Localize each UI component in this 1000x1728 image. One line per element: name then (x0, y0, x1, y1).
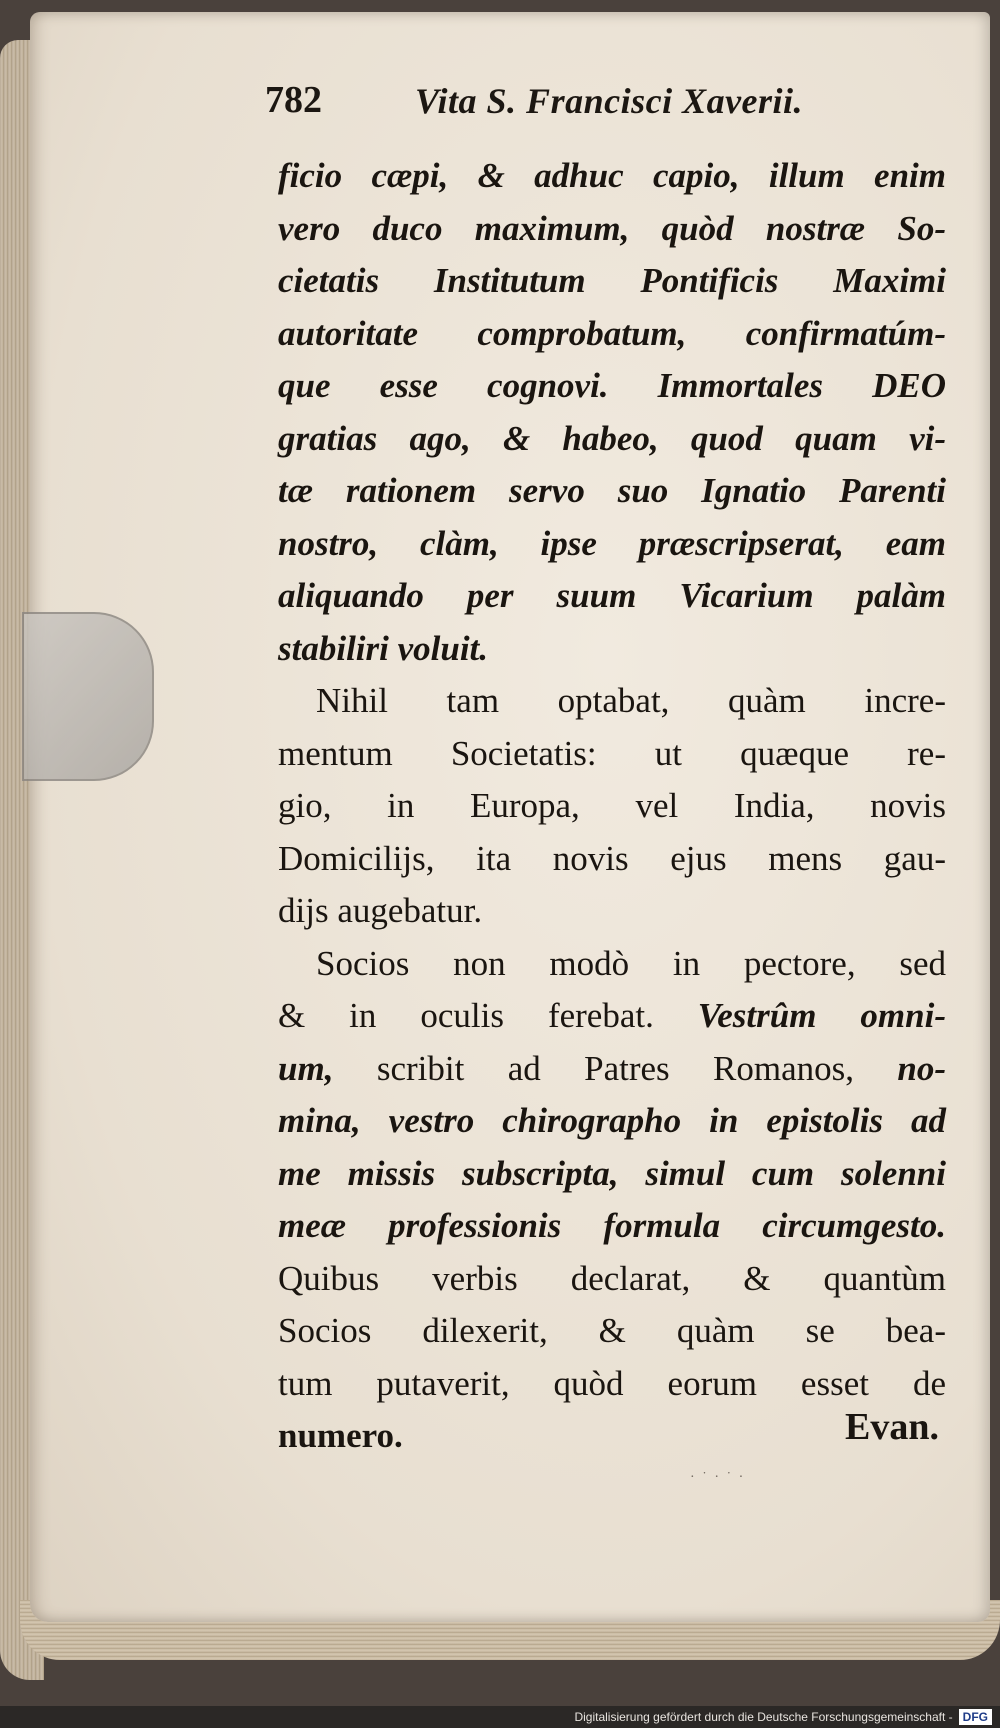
text-line: numero. (278, 1416, 403, 1455)
text-segment: no- (897, 1048, 947, 1088)
text-line: Socios non modò in pectore, sed (316, 943, 946, 983)
text-segment: & in oculis ferebat. (278, 996, 654, 1035)
text-line: autoritate comprobatum, confirmatúm- (278, 313, 946, 353)
text-line: mentum Societatis: ut quæque re- (278, 733, 946, 773)
text-segment: um, (278, 1048, 334, 1088)
text-line: que esse cognovi. Immortales DEO (278, 366, 946, 405)
text-line: gratias ago, & habeo, quod quam vi- (278, 418, 946, 458)
ink-specks: · ˙ · ˙ · (690, 1470, 746, 1485)
text-line: tæ rationem servo suo Ignatio Parenti (278, 471, 946, 510)
text-line: Socios dilexerit, & quàm se bea- (278, 1311, 946, 1350)
text-line: Domicilijs, ita novis ejus mens gau- (278, 838, 946, 878)
text-line: nostro, clàm, ipse præscripserat, eam (278, 523, 946, 563)
text-line: vero duco maximum, quòd nostræ So- (278, 208, 946, 248)
text-line: cietatis Institutum Pontificis Maximi (278, 261, 946, 300)
page-number: 782 (265, 79, 322, 121)
dfg-logo: DFG (959, 1709, 992, 1725)
text-line: Quibus verbis declarat, & quantùm (278, 1258, 946, 1298)
text-line: meæ professionis formula circumgesto. (278, 1206, 946, 1245)
text-line: aliquando per suum Vicarium palàm (278, 576, 946, 615)
footer-credit: Digitalisierung gefördert durch die Deutsche Forschungsgemeinschaft - (574, 1710, 953, 1724)
running-title: Vita S. Francisci Xaverii. (415, 81, 804, 121)
bookmark-clip (22, 612, 154, 781)
body-text (278, 150, 946, 1463)
text-line: me missis subscripta, simul cum solenni (278, 1153, 946, 1193)
text-line: stabiliri voluit. (278, 628, 489, 668)
text-line: tum putaverit, quòd eorum esset de (278, 1363, 946, 1403)
text-line: mina, vestro chirographo in epistolis ad (278, 1101, 946, 1140)
text-line: Nihil tam optabat, quàm incre- (316, 681, 946, 720)
catchword: Evan. (845, 1406, 939, 1448)
text-line (278, 1043, 946, 1096)
digitization-footer (0, 1706, 1000, 1728)
page-header (265, 78, 965, 128)
text-segment: scribit ad Patres Romanos, (376, 1048, 855, 1088)
text-line: gio, in Europa, vel India, novis (278, 786, 946, 825)
text-line: ficio cæpi, & adhuc capio, illum enim (278, 156, 946, 195)
text-segment: Vestrûm omni- (697, 996, 946, 1035)
text-line: dijs augebatur. (278, 891, 483, 930)
text-line (278, 990, 946, 1043)
